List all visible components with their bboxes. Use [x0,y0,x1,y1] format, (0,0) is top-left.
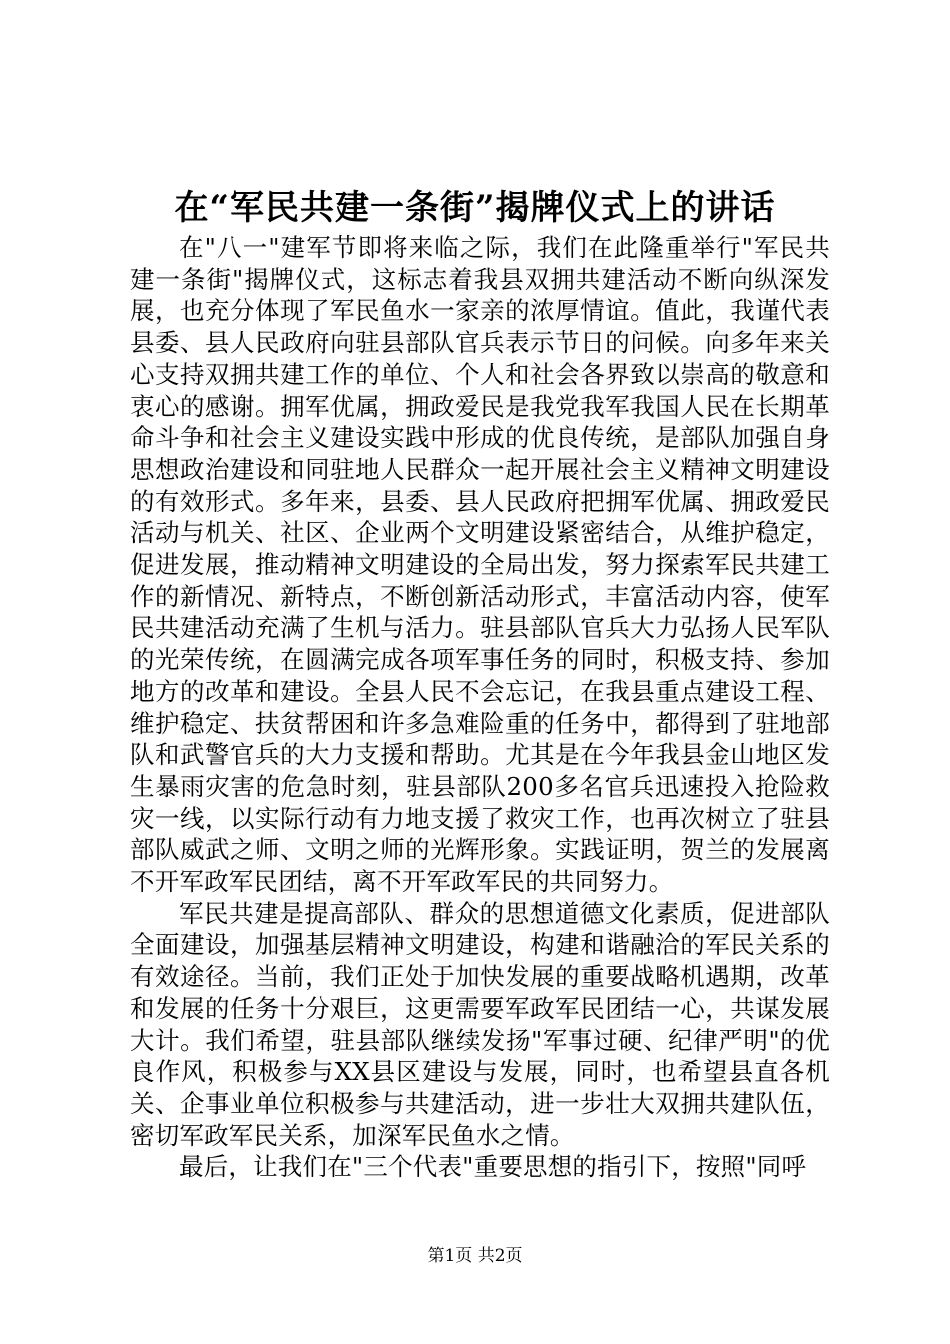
page-title: 在“军民共建一条街”揭牌仪式上的讲话 [174,188,776,228]
paragraph-3: 最后，让我们在"三个代表"重要思想的指引下，按照"同呼 [179,1152,807,1182]
page-number-footer: 第1页 共2页 [427,1246,523,1266]
document-body [130,232,830,1183]
paragraph-2: 军民共建是提高部队、群众的思想道德文化素质，促进部队全面建设，加强基层精神文明建设，构建和谐融洽的军民关系的有效途径。当前，我们正处于加快发展的重要战略机遇期，改革和发展的任务十分艰巨，这更需要军政军民团结一心，共谋发展大计。我们希望，驻县部队继续发扬"军事过硬、纪律严明"的优良作风，积极参与XX县区建设与发展，同时，也希望县直各机关、企事业单位积极参与共建活动，进一步壮大双拥共建队伍，密切军政军民关系，加深军民鱼水之情。 [130,898,830,1150]
paragraph-1: 在"八一"建军节即将来临之际，我们在此隆重举行"军民共建一条街"揭牌仪式，这标志着我县双拥共建活动不断向纵深发展，也充分体现了军民鱼水一家亲的浓厚情谊。值此，我谨代表县委、县人民政府向驻县部队官兵表示节日的问候。向多年来关心支持双拥共建工作的单位、个人和社会各界致以崇高的敬意和衷心的感谢。拥军优属，拥政爱民是我党我军我国人民在长期革命斗争和社会主义建设实践中形成的优良传统，是部队加强自身思想政治建设和同驻地人民群众一起开展社会主义精神文明建设的有效形式。多年来，县委、县人民政府把拥军优属、拥政爱民活动与机关、社区、企业两个文明建设紧密结合，从维护稳定，促进发展，推动精神文明建设的全局出发，努力探索军民共建工作的新情况、新特点，不断创新活动形式，丰富活动内容，使军民共建活动充满了生机与活力。驻县部队官兵大力弘扬人民军队的光荣传统，在圆满完成各项军事任务的同时，积极支持、参加地方的改革和建设。全县人民不会忘记，在我县重点建设工程、维护稳定、扶贫帮困和许多急难险重的任务中，都得到了驻地部队和武警官兵的大力支援和帮助。尤其是在今年我县金山地区发生暴雨灾害的危急时刻，驻县部队200多名官兵迅速投入抢险救灾一线，以实际行动有力地支援了救灾工作，也再次树立了驻县部队威武之师、文明之师的光辉形象。实践证明，贺兰的发展离不开军政军民团结，离不开军政军民的共同努力。 [130,233,830,897]
